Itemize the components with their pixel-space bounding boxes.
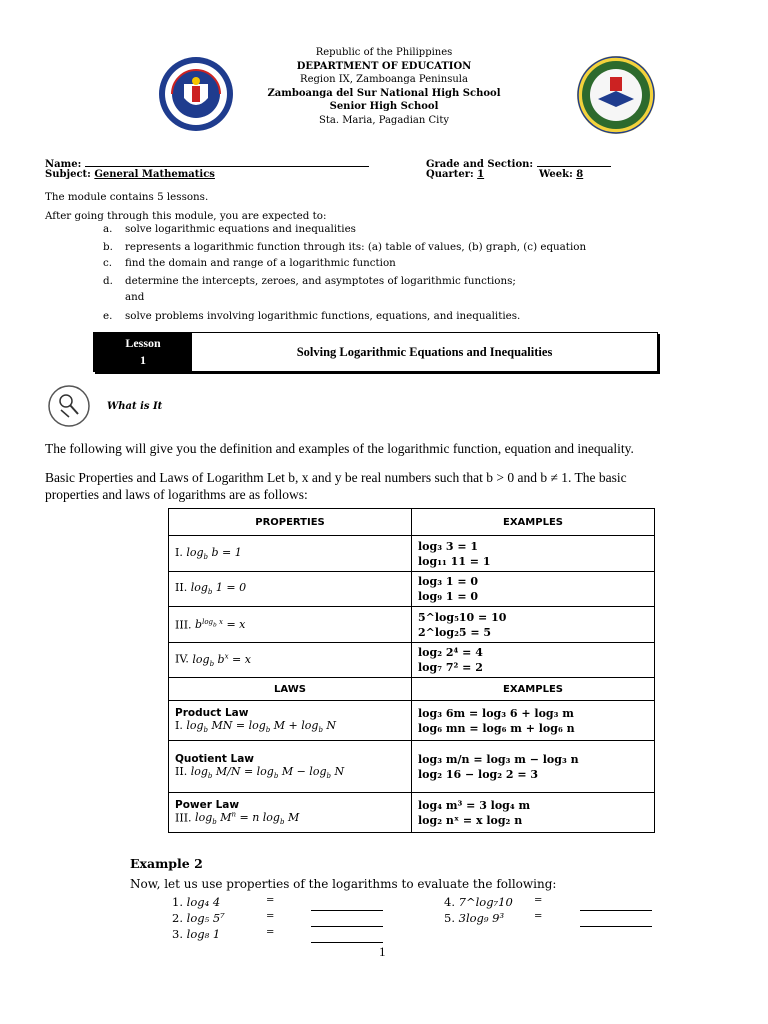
example-cell: log₄ m³ = 3 log₄ m log₂ nˣ = x log₂ n [412,793,655,833]
header-region: Region IX, Zamboanga Peninsula [300,74,468,86]
example2-title: Example 2 [130,856,203,871]
objective-c: c. find the domain and range of a logarithmic function [103,257,396,269]
law-cell: Quotient Law II. $\log_b M/N = \log_b M - \log_b N$ [169,741,412,793]
document-header [0,46,768,128]
expect-text: After going through this module, you are expected to: [45,210,327,222]
answer-blank-3[interactable] [311,928,383,947]
grade-blank[interactable] [537,157,611,167]
table-header-row [169,678,655,701]
header-properties: PROPERTIES [169,509,412,536]
example2-item-2: 2. log₅ 5⁷ [172,911,225,925]
table-row [169,536,655,572]
objective-e: e. solve problems involving logarithmic functions, equations, and inequalities. [103,310,521,322]
property-cell: III. $b^{log_b x} = x$ [169,607,412,643]
law-cell: Product Law I. $\log_b$ MN = $\log_b M + \log_b N$ [169,701,412,741]
table-row [169,572,655,607]
header-laws: LAWS [169,678,412,701]
property-formula: $b^{log_b x} = x$ [195,617,246,632]
name-label: Name: [45,159,82,170]
table-row [169,793,655,833]
law-cell: Power Law III. $\log_b M^n = n$ $\log_b M$ [169,793,412,833]
example-cell: 5^log₅10 = 10 2^log₂5 = 5 [412,607,655,643]
example-cell: log₃ 6m = log₃ 6 + log₃ m log₆ mn = log₆ m + log₆ n [412,701,655,741]
property-formula: $\log_b 1 = 0$ [190,581,247,597]
example-cell: log₃ 1 = 0 log₉ 1 = 0 [412,572,655,607]
property-cell: II. $\log_b 1 = 0$ [169,572,412,607]
lesson-number: 1 [140,353,146,367]
header-school: Zamboanga del Sur National High School [267,87,501,99]
example2-eq-5: = [534,911,543,922]
property-cell: IV. $\log_b b^x = x$ [169,643,412,678]
lesson-number-box [94,333,192,371]
week-label: Week: [539,169,573,180]
header-address: Sta. Maria, Pagadian City [319,114,449,126]
magnifier-icon [47,384,91,428]
example-cell: log₃ m/n = log₃ m − log₃ n log₂ 16 − log₂ 2 = 3 [412,741,655,793]
what-is-it-heading: What is It [107,401,163,412]
properties-table [168,508,655,833]
module-text: The module contains 5 lessons. [45,191,209,203]
example2-eq-2: = [266,911,275,922]
header-department: DEPARTMENT OF EDUCATION [296,60,472,72]
objective-a: a. solve logarithmic equations and inequalities [103,223,356,235]
header-republic: Republic of the Philippines [315,47,453,58]
example2-instruction: Now, let us use properties of the logarithms to evaluate the following: [130,877,557,891]
example2-eq-3: = [266,927,275,938]
quarter-label: Quarter: [426,169,474,180]
header-examples: EXAMPLES [412,509,655,536]
example-cell: log₃ 3 = 1 log₁₁ 11 = 1 [412,536,655,572]
quarter-line [426,169,484,180]
property-cell: I. $\log_b b = 1$ [169,536,412,572]
body-paragraph-2-line1: Basic Properties and Laws of Logarithm Let b, x and y be real numbers such that b > 0 and b ≠ 1. The basic [45,470,627,485]
lesson-label: Lesson [125,336,161,350]
example-cell: log₂ 2⁴ = 4 log₇ 7² = 2 [412,643,655,678]
example2-eq-1: = [266,895,275,906]
property-formula: $\log_b b^x = x$ [192,652,251,668]
example2-item-3: 3. log₈ 1 [172,927,221,941]
table-row [169,643,655,678]
lesson-title: Solving Logarithmic Equations and Inequalities [296,345,553,359]
table-row [169,607,655,643]
table-header-row [169,509,655,536]
header-examples-2: EXAMPLES [412,678,655,701]
law-formula: $\log_b M/N = \log_b M - \log_b N$ [190,764,345,781]
example2-item-4: 4. 7^log₇10 [444,895,513,909]
answer-blank-5[interactable] [580,912,652,931]
example2-item-5: 5. 3log₉ 9³ [444,911,505,925]
quarter-value: 1 [477,169,485,180]
law-formula: $\log_b M^n = n$ $\log_b M$ [195,810,300,827]
subject-value: General Mathematics [94,169,215,180]
week-value: 8 [576,169,584,180]
example2-item-1: 1. log₄ 4 [172,895,221,909]
body-paragraph-2-line2: properties and laws of logarithms are as follows: [45,487,308,502]
objective-and: and [125,291,145,303]
lesson-banner [93,332,658,372]
page-number: 1 [379,944,386,959]
objective-b: b. represents a logarithmic function through its: (a) table of values, (b) graph, (c) equation [103,241,587,253]
objective-d: d. determine the intercepts, zeroes, and asymptotes of logarithmic functions; [103,275,516,287]
name-blank[interactable] [85,157,369,167]
subject-label: Subject: [45,169,91,180]
grade-label: Grade and Section: [426,159,534,170]
week-line [539,169,583,180]
header-shs: Senior High School [329,101,439,113]
law-formula: $\log_b$ MN = $\log_b M + \log_b N$ [186,718,337,735]
property-formula: $\log_b b = 1$ [186,545,242,562]
body-paragraph-1: The following will give you the definition and examples of the logarithmic function, equation and inequality. [45,441,634,456]
table-row [169,701,655,741]
example2-eq-4: = [534,895,543,906]
table-row [169,741,655,793]
subject-line [45,169,215,180]
